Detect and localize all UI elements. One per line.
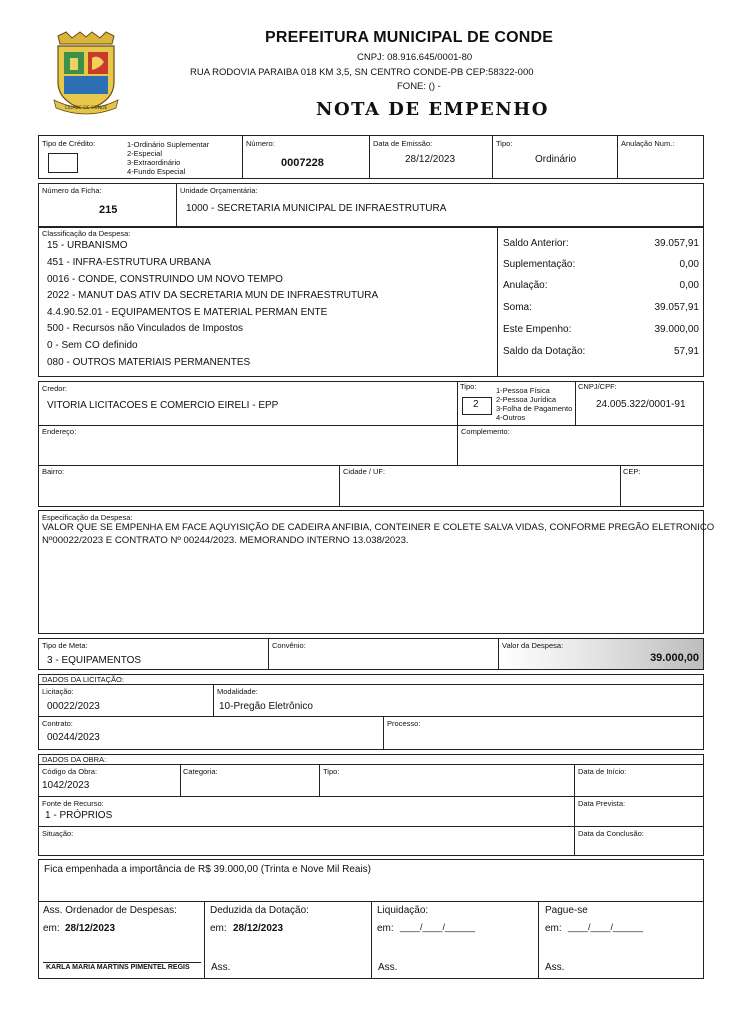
credito-opt-3: 3-Extraordinário — [127, 158, 181, 167]
tipo-value: Ordinário — [535, 154, 577, 165]
tipo-meta-label: Tipo de Meta: — [42, 641, 88, 650]
data-inicio-label: Data de Início: — [578, 767, 627, 776]
cnpj-cpf-value: 24.005.322/0001-91 — [596, 399, 686, 410]
cnpj-cpf-label: CNPJ/CPF: — [578, 382, 617, 391]
importancia-text: Fica empenhada a importância de R$ 39.000,00 (Trinta e Nove Mil Reais) — [44, 864, 372, 875]
data-emissao-label: Data de Emissão: — [373, 139, 433, 148]
pague-se-date-blank: ____/____/______ — [568, 922, 644, 932]
processo-label: Processo: — [387, 719, 421, 728]
numero-value: 0007228 — [281, 157, 324, 169]
unidade-label: Unidade Orçamentária: — [180, 186, 258, 195]
municipal-coat-of-arms — [50, 30, 122, 116]
pague-se-ass-label: Ass. — [545, 962, 565, 973]
tipo-credito-label: Tipo de Crédito: — [42, 139, 96, 148]
saldo-label: Anulação: — [503, 280, 548, 291]
header-phone: FONE: () - — [397, 81, 441, 92]
licitacao-label: Licitação: — [42, 687, 74, 696]
tipo-meta-value: 3 - EQUIPAMENTOS — [47, 655, 142, 666]
liquidacao-ass-label: Ass. — [378, 962, 398, 973]
credito-opt-2: 2-Especial — [127, 149, 163, 158]
bairro-label: Bairro: — [42, 467, 65, 476]
deduzida-date: 28/12/2023 — [233, 923, 284, 934]
codigo-obra-label: Código da Obra: — [42, 767, 98, 776]
ordenador-date: 28/12/2023 — [65, 923, 116, 934]
cidade-uf-label: Cidade / UF: — [343, 467, 386, 476]
modalidade-value: 10-Pregão Eletrônico — [219, 701, 313, 712]
liquidacao-date-blank: ____/____/______ — [400, 922, 476, 932]
data-prevista-label: Data Prevista: — [578, 799, 626, 808]
credor-tipo-opt: 1-Pessoa Física — [496, 386, 550, 395]
ordenador-nome: KARLA MARIA MARTINS PIMENTEL REGIS — [46, 964, 190, 971]
contrato-value: 00244/2023 — [47, 732, 100, 743]
saldo-value: 39.057,91 — [654, 302, 699, 313]
especificacao-label: Especificação da Despesa: — [42, 513, 133, 522]
classificacao-line: 0 - Sem CO definido — [47, 340, 138, 351]
classificacao-label: Classificação da Despesa: — [42, 229, 131, 238]
contrato-label: Contrato: — [42, 719, 73, 728]
licitacao-section-title: DADOS DA LICITAÇÃO: — [42, 675, 124, 684]
licitacao-value: 00022/2023 — [47, 701, 100, 712]
ficha-label: Número da Ficha: — [42, 186, 102, 195]
obra-tipo-label: Tipo: — [323, 767, 340, 776]
ordenador-em-label: em: — [43, 923, 60, 934]
classificacao-line: 4.4.90.52.01 - EQUIPAMENTOS E MATERIAL PERMAN ENTE — [47, 307, 328, 318]
licitacao-box — [38, 674, 704, 750]
credor-tipo-label: Tipo: — [460, 382, 477, 391]
saldo-label: Saldo da Dotação: — [503, 346, 586, 357]
classificacao-line: 0016 - CONDE, CONSTRUINDO UM NOVO TEMPO — [47, 274, 283, 285]
credor-label: Credor: — [42, 384, 68, 393]
header-title: PREFEITURA MUNICIPAL DE CONDE — [265, 29, 554, 46]
classificacao-line: 15 - URBANISMO — [47, 240, 128, 251]
data-conclusao-label: Data da Conclusão: — [578, 829, 644, 838]
liquidacao-em-label: em: — [377, 923, 394, 934]
fonte-recurso-label: Fonte de Recurso: — [42, 799, 104, 808]
tipo-credito-checkbox[interactable] — [48, 153, 78, 173]
pague-se-title: Pague-se — [545, 905, 588, 916]
saldo-value: 57,91 — [673, 346, 699, 357]
saldo-label: Soma: — [503, 302, 532, 313]
saldo-value: 39.057,91 — [654, 238, 699, 249]
credor-tipo-value: 2 — [473, 399, 479, 410]
complemento-label: Complemento: — [461, 427, 510, 436]
modalidade-label: Modalidade: — [217, 687, 258, 696]
deduzida-title: Deduzida da Dotação: — [210, 905, 309, 916]
document-title: NOTA DE EMPENHO — [316, 99, 549, 120]
valor-despesa-value: 39.000,00 — [650, 652, 699, 664]
saldo-value: 39.000,00 — [654, 324, 699, 335]
valor-despesa-label: Valor da Despesa: — [502, 641, 564, 650]
saldo-label: Saldo Anterior: — [503, 238, 569, 249]
pague-se-em-label: em: — [545, 923, 562, 934]
categoria-label: Categoria: — [183, 767, 218, 776]
saldo-label: Este Empenho: — [503, 324, 572, 335]
credor-tipo-opt: 2-Pessoa Jurídica — [496, 395, 557, 404]
anulacao-num-label: Anulação Num.: — [621, 139, 675, 148]
saldo-value: 0,00 — [679, 280, 699, 291]
credor-tipo-opt: 4-Outros — [496, 413, 526, 422]
ficha-value: 215 — [99, 204, 118, 216]
situacao-label: Situação: — [42, 829, 74, 838]
unidade-value: 1000 - SECRETARIA MUNICIPAL DE INFRAESTRUTURA — [186, 203, 447, 214]
classificacao-line: 2022 - MANUT DAS ATIV DA SECRETARIA MUN DE INFRAESTRUTURA — [47, 290, 379, 301]
codigo-obra-value: 1042/2023 — [42, 780, 90, 791]
especificacao-text: VALOR QUE SE EMPENHA EM FACE AQUYISIÇÃO DE CADEIRA ANFIBIA, CONTEINER E COLETE SALVA VIDAS, CONFORME PREGÃO ELETRONICO — [42, 522, 715, 533]
numero-label: Número: — [246, 139, 275, 148]
saldo-value: 0,00 — [679, 259, 699, 270]
credor-tipo-opt: 3-Folha de Pagamento — [496, 404, 573, 413]
especificacao-text: Nº00022/2023 E CONTRATO Nº 00244/2023. MEMORANDO INTERNO 13.038/2023. — [42, 535, 409, 546]
credito-opt-4: 4-Fundo Especial — [127, 167, 186, 176]
credor-nome: VITORIA LICITACOES E COMERCIO EIRELI - EPP — [47, 400, 279, 411]
data-emissao-value: 28/12/2023 — [405, 154, 456, 165]
classificacao-line: 080 - OUTROS MATERIAIS PERMANENTES — [47, 357, 251, 368]
saldo-label: Suplementação: — [503, 259, 576, 270]
header-cnpj: CNPJ: 08.916.645/0001-80 — [357, 52, 473, 63]
obra-section-title: DADOS DA OBRA: — [42, 755, 107, 764]
deduzida-em-label: em: — [210, 923, 227, 934]
header-address: RUA RODOVIA PARAIBA 018 KM 3,5, SN CENTRO CONDE-PB CEP:58322-000 — [190, 67, 534, 78]
tipo-label: Tipo: — [496, 139, 513, 148]
classificacao-line: 451 - INFRA-ESTRUTURA URBANA — [47, 257, 211, 268]
credito-opt-1: 1-Ordinário Suplementar — [127, 140, 210, 149]
endereco-label: Endereço: — [42, 427, 77, 436]
deduzida-ass-label: Ass. — [211, 962, 231, 973]
fonte-recurso-value: 1 - PRÓPRIOS — [45, 810, 113, 821]
classificacao-line: 500 - Recursos não Vinculados de Impostos — [47, 323, 244, 334]
convenio-label: Convênio: — [272, 641, 306, 650]
svg-text:CIDADE DE CONDE: CIDADE DE CONDE — [64, 106, 108, 111]
liquidacao-title: Liquidação: — [377, 905, 429, 916]
ordenador-title: Ass. Ordenador de Despesas: — [43, 905, 177, 916]
cep-label: CEP: — [623, 467, 641, 476]
